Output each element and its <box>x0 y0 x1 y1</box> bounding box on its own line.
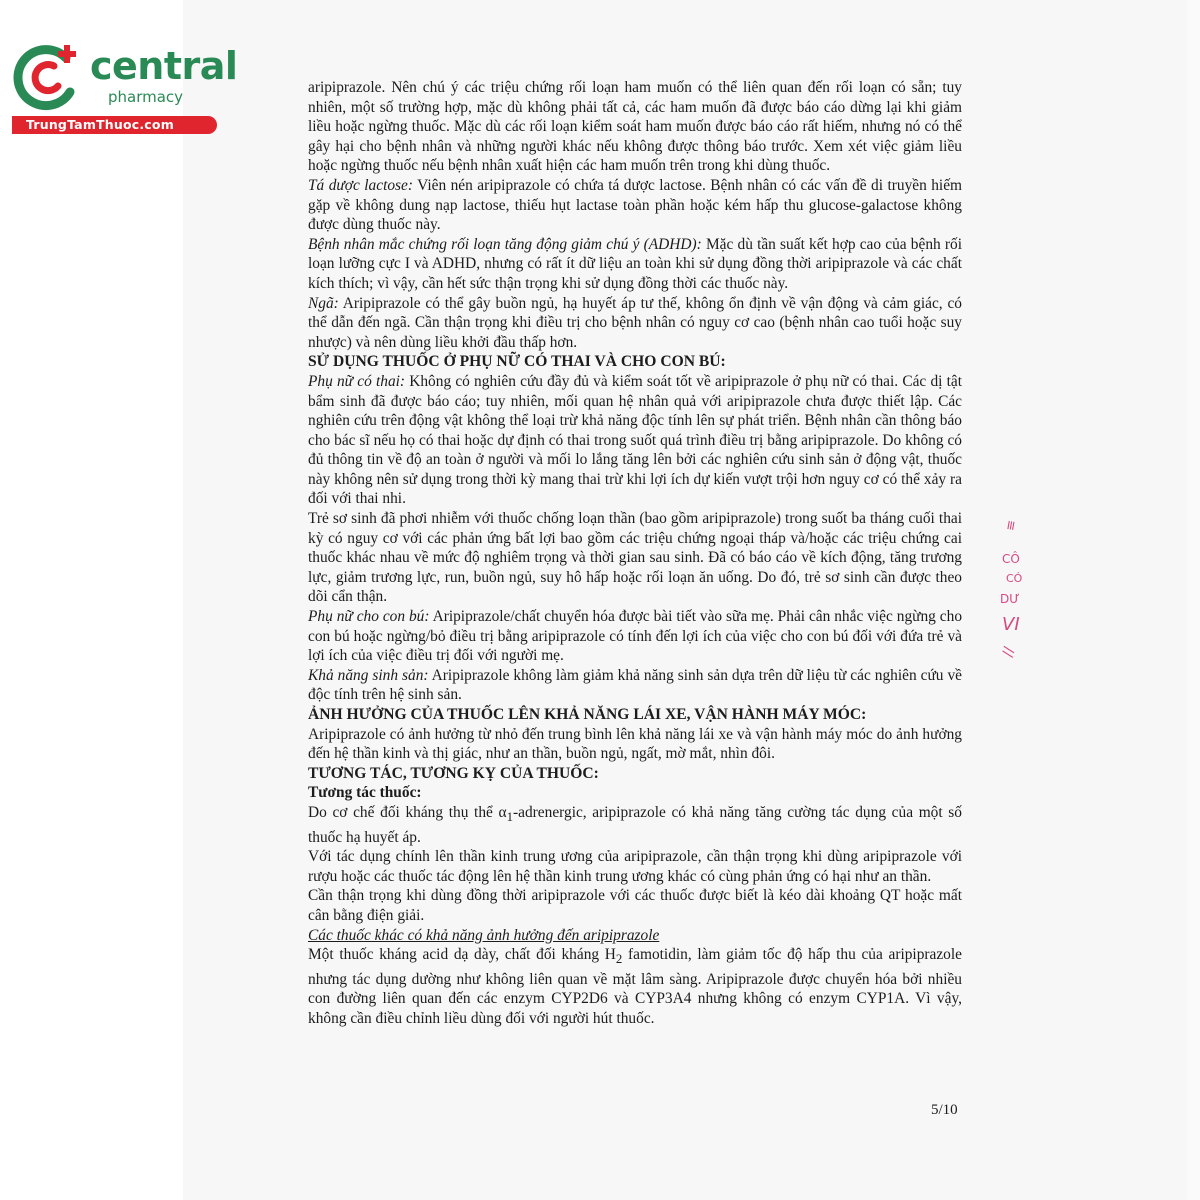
underlined-subheading: Các thuốc khác có khả năng ảnh hưởng đến aripiprazole <box>308 926 660 944</box>
label-breastfeeding: Phụ nữ cho con bú: <box>308 608 430 626</box>
heading-driving: ẢNH HƯỞNG CỦA THUỐC LÊN KHẢ NĂNG LÁI XE, VẬN HÀNH MÁY MÓC: <box>308 706 867 723</box>
logo-url-text: TrungTamThuoc.com <box>26 117 174 132</box>
label-pregnant: Phụ nữ có thai: <box>308 372 406 390</box>
logo-brand-name: central <box>90 44 238 88</box>
label-adhd: Bệnh nhân mắc chứng rối loạn tăng động giảm chú ý (ADHD): <box>308 235 702 253</box>
paragraph-fertility: Khả năng sinh sản: Aripiprazole không làm giảm khả năng sinh sản dựa trên dữ liệu từ các nghiên cứu về độc tính trên hệ sinh sản. <box>308 666 963 704</box>
paragraph-adhd: Bệnh nhân mắc chứng rối loạn tăng động giảm chú ý (ADHD): Mặc dù tần suất kết hợp cao của bệnh rối loạn lưỡng cực I và ADHD, nhưng có rất ít dữ liệu an toàn khi sử dụng đồng thời aripiprazole và các chất kích thích; vì vậy, cần hết sức thận trọng khi sử dụng đồng thời các thuốc này. <box>308 235 962 292</box>
paragraph-falls: Ngã: Aripiprazole có thể gây buồn ngủ, hạ huyết áp tư thế, không ổn định về vận động và cảm giác, có thể dẫn đến ngã. Cần thận trọng khi điều trị cho bệnh nhân có nguy cơ cao (bệnh nhân cao tuổi hoặc suy nhược) và nên dùng liều khởi đầu thấp hơn. <box>308 294 963 351</box>
paragraph-newborns: Trẻ sơ sinh đã phơi nhiễm với thuốc chống loạn thần (bao gồm aripiprazole) trong suốt ba tháng cuối thai kỳ có nguy cơ với các phản ứng bất lợi bao gồm các triệu chứng ngoại tháp và/hoặc các triệu chứng cai thuốc khác nhau về mức độ nghiêm trọng và thời gian sau sinh. Đã có báo cáo về kích động, tăng trương lực, giảm trương lực, run, buồn ngủ, suy hô hấp hoặc rối loạn ăn uống. Do đó, trẻ sơ sinh cần được theo dõi cẩn thận. <box>308 510 962 606</box>
pharmacy-c-cross-icon <box>8 36 88 116</box>
paragraph-impulse: aripiprazole. Nên chú ý các triệu chứng rối loạn ham muốn có thể liên quan đến rối loạn có sẵn; tuy nhiên, một số trường hợp, mặc dù không phải tất cả, các ham muốn đã được báo cáo dừng lại khi giảm liều hoặc ngừng thuốc. Mặc dù các rối loạn kiểm soát ham muốn được báo cáo rất hiếm, nhưng nó có thể gây hại cho bệnh nhân và những người khác nếu không được thông báo trước. Xem xét việc giảm liều hoặc ngừng thuốc nếu bệnh nhân xuất hiện các ham muốn trên trong khi dùng thuốc. <box>308 79 962 175</box>
page-edge <box>1187 0 1200 1200</box>
paragraph-driving: Aripiprazole có ảnh hưởng từ nhỏ đến trung bình lên khả năng lái xe và vận hành máy móc do ảnh hưởng đến hệ thần kinh và thị giác, như an thần, buồn ngủ, ngất, mờ mắt, nhìn đôi. <box>308 725 962 763</box>
label-fertility: Khả năng sinh sản: <box>308 666 429 684</box>
paragraph-h2-famotidine: Một thuốc kháng acid dạ dày, chất đối kháng $H_2$ famotidin, làm giảm tốc độ hấp thu của aripiprazole nhưng tác dụng dường như không liên quan về mặt lâm sàng. Aripiprazole được chuyển hóa bởi nhiều con đường liên quan đến các enzym CYP2D6 và CYP3A4 nhưng không có enzym CYP1A. Vì vậy, không cần điều chỉnh liều dùng đối với người hút thuốc. <box>308 946 962 1028</box>
stamp-line-1: CÔ <box>1002 552 1020 566</box>
heading-pregnancy: SỬ DỤNG THUỐC Ở PHỤ NỮ CÓ THAI VÀ CHO CON BÚ: <box>308 353 726 371</box>
paragraph-lactose: Tá dược lactose: Viên nén aripiprazole có chứa tá dược lactose. Bệnh nhân có các vấn đề di truyền hiếm gặp về không dung nạp lactose, thiếu hụt lactase toàn phần hoặc kém hấp thu glucose-galactose không được dùng thuốc này. <box>308 176 962 234</box>
paragraph-breastfeeding: Phụ nữ cho con bú: Aripiprazole/chất chuyển hóa được bài tiết vào sữa mẹ. Phải cân nhắc việc ngừng cho con bú hoặc ngừng/bỏ điều trị bằng aripiprazole có tính đến lợi ích của việc cho con bú đối với đứa trẻ và lợi ích của việc điều trị đối với người mẹ. <box>308 608 963 665</box>
logo-subtitle: pharmacy <box>108 88 184 106</box>
label-falls: Ngã: <box>308 294 339 312</box>
central-pharmacy-logo[interactable] <box>8 36 238 136</box>
paragraph-pregnant-women: Phụ nữ có thai: Không có nghiên cứu đầy đủ và kiểm soát tốt về aripiprazole ở phụ nữ có thai. Các dị tật bẩm sinh đã được báo cáo; tuy nhiên, mối quan hệ nhân quả với aripiprazole chưa được thiết lập. Các nghiên cứu trên động vật không thể loại trừ khả năng độc tính lên sự phát triển. Bệnh nhân cần thông báo cho bác sĩ nếu họ có thai hoặc dự định có thai trong suốt quá trình điều trị bằng aripiprazole. Do không có đủ thông tin về độ an toàn ở người và mối lo lắng tăng lên bởi các nghiên cứu sinh sản ở động vật, thuốc này không nên sử dụng trong thời kỳ mang thai trừ khi lợi ích dự kiến vượt trội hơn nguy cơ có thể xảy ra đối với thai nhi. <box>308 372 962 508</box>
subheading-drug-interactions: Tương tác thuốc: <box>308 784 422 802</box>
paragraph-alpha1: Do cơ chế đối kháng thụ thể $\alpha_1$-adrenergic, aripiprazole có khả năng tăng cường tác dụng của một số thuốc hạ huyết áp. <box>308 803 962 846</box>
heading-interactions: TƯƠNG TÁC, TƯƠNG KỴ CỦA THUỐC: <box>308 764 599 782</box>
page-number: 5/10 <box>931 1102 958 1118</box>
paragraph-qt: Cần thận trọng khi dùng đồng thời aripiprazole với các thuốc được biết là kéo dài khoảng QT hoặc mất cân bằng điện giải. <box>308 887 962 925</box>
stamp-line-2: CÓ <box>1006 572 1023 585</box>
paragraph-cns: Với tác dụng chính lên thần kinh trung ương của aripiprazole, cần thận trọng khi dùng aripiprazole với rượu hoặc các thuốc tác động lên hệ thần kinh trung ương khác có cùng phản ứng có hại như an thần. <box>308 848 962 885</box>
label-lactose: Tá dược lactose: <box>308 176 413 194</box>
stamp-line-4: VI <box>1002 614 1020 635</box>
stamp-line-3: DƯ <box>1000 592 1020 606</box>
red-stamp-fragment: ≡ CÔ CÓ DƯ VI // <box>999 518 1023 659</box>
document-body <box>308 78 962 1029</box>
